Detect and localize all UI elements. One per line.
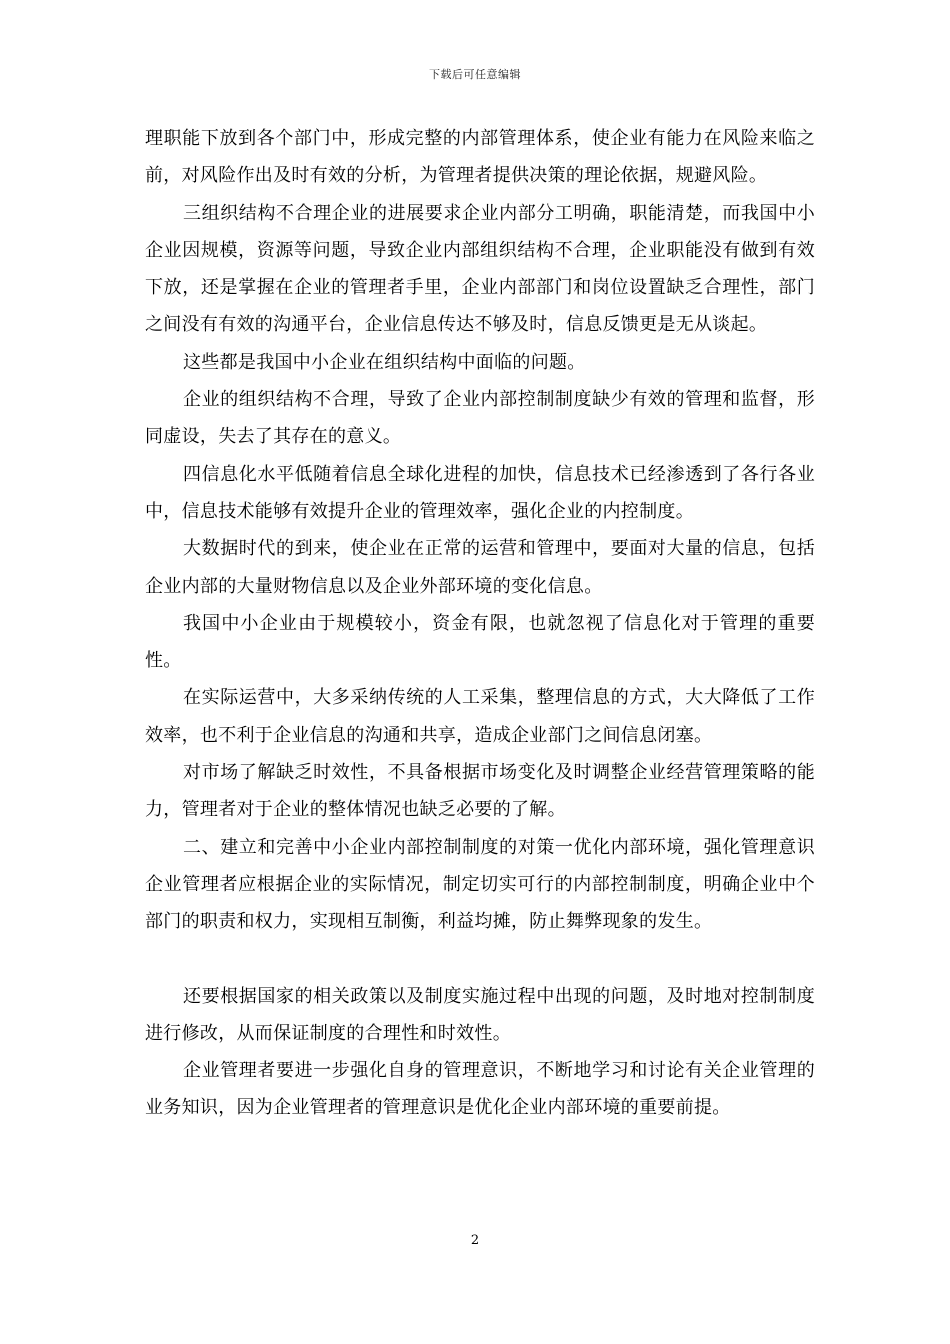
paragraph: 我国中小企业由于规模较小，资金有限，也就忽视了信息化对于管理的重要性。 xyxy=(145,612,815,672)
paragraph: 在实际运营中，大多采纳传统的人工采集，整理信息的方式，大大降低了工作效率，也不利于企业信息的沟通和共享，造成企业部门之间信息闭塞。 xyxy=(145,687,815,746)
paragraph: 企业管理者要进一步强化自身的管理意识，不断地学习和讨论有关企业管理的业务知识，因为企业管理者的管理意识是优化企业内部环境的重要前提。 xyxy=(145,1060,815,1119)
paragraph: 这些都是我国中小企业在组织结构中面临的问题。 xyxy=(183,351,586,373)
paragraph: 对市场了解缺乏时效性，不具备根据市场变化及时调整企业经营管理策略的能力，管理者对于企业的整体情况也缺乏必要的了解。 xyxy=(145,762,815,821)
paragraph-gap xyxy=(145,941,815,978)
paragraph: 还要根据国家的相关政策以及制度实施过程中出现的问题，及时地对控制制度进行修改，从而保证制度的合理性和时效性。 xyxy=(145,985,815,1044)
paragraph: 大数据时代的到来，使企业在正常的运营和管理中，要面对大量的信息，包括企业内部的大量财物信息以及企业外部环境的变化信息。 xyxy=(145,538,815,597)
paragraph: 四信息化水平低随着信息全球化进程的加快，信息技术已经渗透到了各行各业中，信息技术能够有效提升企业的管理效率，强化企业的内控制度。 xyxy=(145,463,815,522)
paragraph: 二、建立和完善中小企业内部控制制度的对策一优化内部环境，强化管理意识企业管理者应根据企业的实际情况，制定切实可行的内部控制制度，明确企业中个部门的职责和权力，实现相互制衡，利益均摊，防止舞弊现象的发生。 xyxy=(145,836,815,933)
paragraph: 三组织结构不合理企业的进展要求企业内部分工明确，职能清楚，而我国中小企业因规模，资源等问题，导致企业内部组织结构不合理，企业职能没有做到有效下放，还是掌握在企业的管理者手里，企业内部部门和岗位设置缺乏合理性，部门之间没有有效的沟通平台，企业信息传达不够及时，信息反馈更是无从谈起。 xyxy=(145,202,815,336)
paragraph: 企业的组织结构不合理，导致了企业内部控制制度缺少有效的管理和监督，形同虚设，失去了其存在的意义。 xyxy=(145,389,815,448)
document-body xyxy=(145,120,815,1127)
page-header: 下载后可任意编辑 xyxy=(429,68,521,81)
page-number: 2 xyxy=(470,1233,480,1248)
paragraph: 理职能下放到各个部门中，形成完整的内部管理体系，使企业有能力在风险来临之前，对风险作出及时有效的分析，为管理者提供决策的理论依据，规避风险。 xyxy=(145,128,815,187)
